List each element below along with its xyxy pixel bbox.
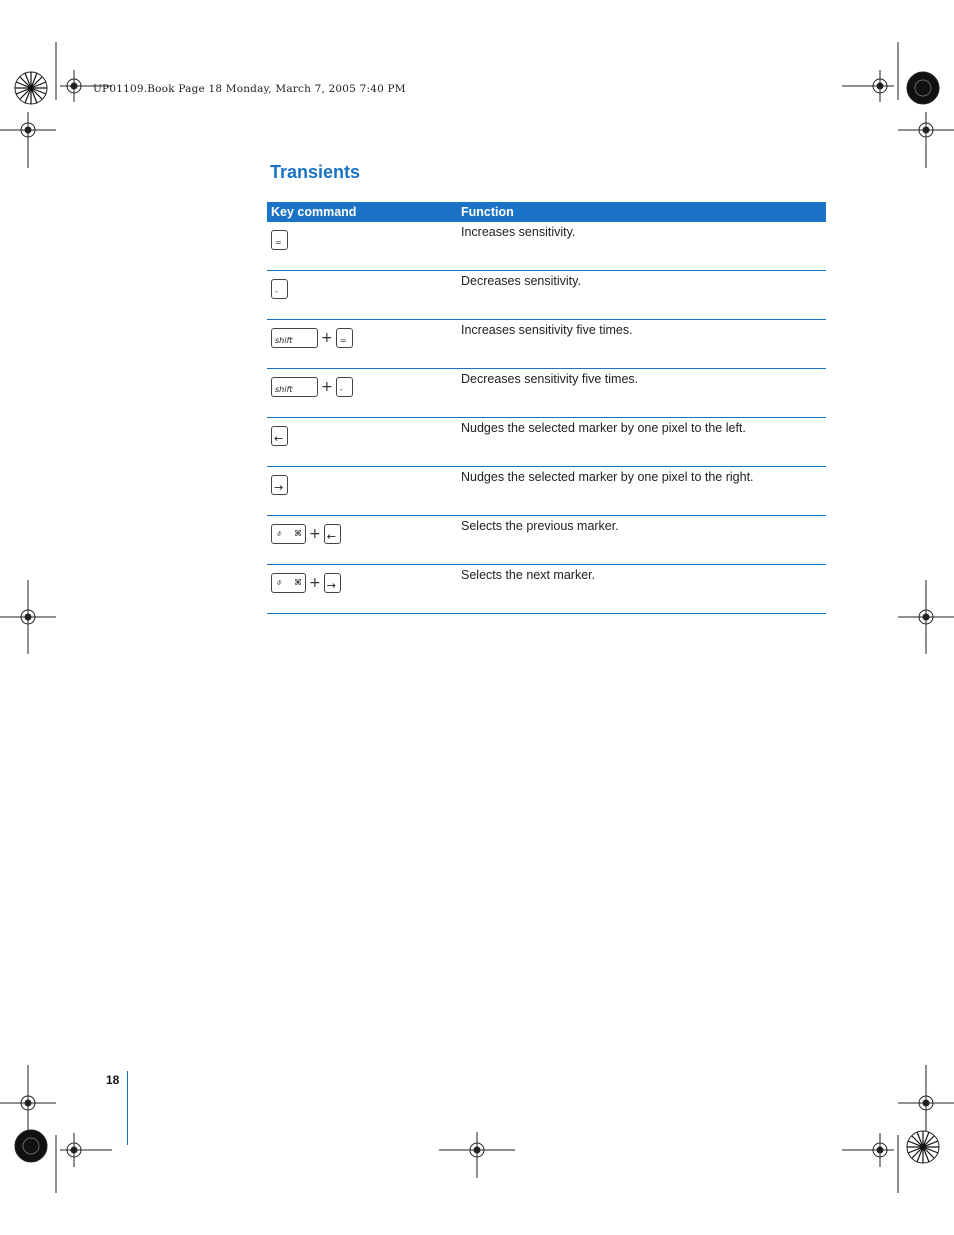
minus-key: - <box>336 377 353 397</box>
key-combo <box>271 376 453 398</box>
key-combo <box>271 425 453 447</box>
table-row <box>267 418 826 467</box>
registration-mark-bottom-right <box>830 1065 954 1195</box>
minus-key: - <box>271 279 288 299</box>
right-arrow-icon: → <box>326 579 336 592</box>
command-icon: ⌘ <box>294 578 302 587</box>
key-command-table <box>267 202 826 614</box>
right-arrow-key <box>271 475 288 495</box>
function-text: Nudges the selected marker by one pixel to the right. <box>457 467 826 516</box>
key-combo <box>271 572 453 594</box>
registration-mark-bottom-center <box>437 1130 517 1180</box>
print-stamp: UP01109.Book Page 18 Monday, March 7, 2005 7:40 PM <box>93 83 406 95</box>
registration-mark-mid-right <box>894 580 954 656</box>
table-row <box>267 516 826 565</box>
registration-mark-top-left <box>0 40 130 170</box>
apple-icon: ⌽ <box>276 578 282 588</box>
table-row <box>267 222 826 271</box>
left-arrow-key <box>271 426 288 446</box>
command-icon: ⌘ <box>294 529 302 538</box>
plus-sign: + <box>321 379 333 395</box>
header-key-command: Key command <box>267 202 457 222</box>
table-row <box>267 271 826 320</box>
command-key <box>271 573 306 593</box>
table-row <box>267 320 826 369</box>
plus-sign: + <box>309 526 321 542</box>
table-row <box>267 369 826 418</box>
key-combo <box>271 327 453 349</box>
apple-icon: ⌽ <box>276 529 282 539</box>
key-combo <box>271 278 453 300</box>
equals-key: = <box>336 328 353 348</box>
shift-key: shift <box>271 328 318 348</box>
function-text: Decreases sensitivity. <box>457 271 826 320</box>
header-function: Function <box>457 202 826 222</box>
table-header-row <box>267 202 826 222</box>
shift-key: shift <box>271 377 318 397</box>
function-text: Increases sensitivity. <box>457 222 826 271</box>
plus-sign: + <box>309 575 321 591</box>
left-arrow-key <box>324 524 341 544</box>
table-row <box>267 467 826 516</box>
function-text: Nudges the selected marker by one pixel to the left. <box>457 418 826 467</box>
function-text: Increases sensitivity five times. <box>457 320 826 369</box>
function-text: Selects the previous marker. <box>457 516 826 565</box>
section-title: Transients <box>270 162 361 182</box>
left-arrow-icon: ← <box>274 432 284 445</box>
page-number-rule <box>127 1071 128 1145</box>
function-text: Selects the next marker. <box>457 565 826 614</box>
left-arrow-icon: ← <box>326 530 336 543</box>
key-combo <box>271 229 453 251</box>
plus-sign: + <box>321 330 333 346</box>
function-text: Decreases sensitivity five times. <box>457 369 826 418</box>
command-key <box>271 524 306 544</box>
equals-key: = <box>271 230 288 250</box>
table-row <box>267 565 826 614</box>
registration-mark-top-right <box>830 40 954 170</box>
key-combo <box>271 474 453 496</box>
right-arrow-key <box>324 573 341 593</box>
key-combo <box>271 523 453 545</box>
page-number: 18 <box>106 1073 120 1087</box>
right-arrow-icon: → <box>274 481 284 494</box>
registration-mark-mid-left <box>0 580 60 656</box>
